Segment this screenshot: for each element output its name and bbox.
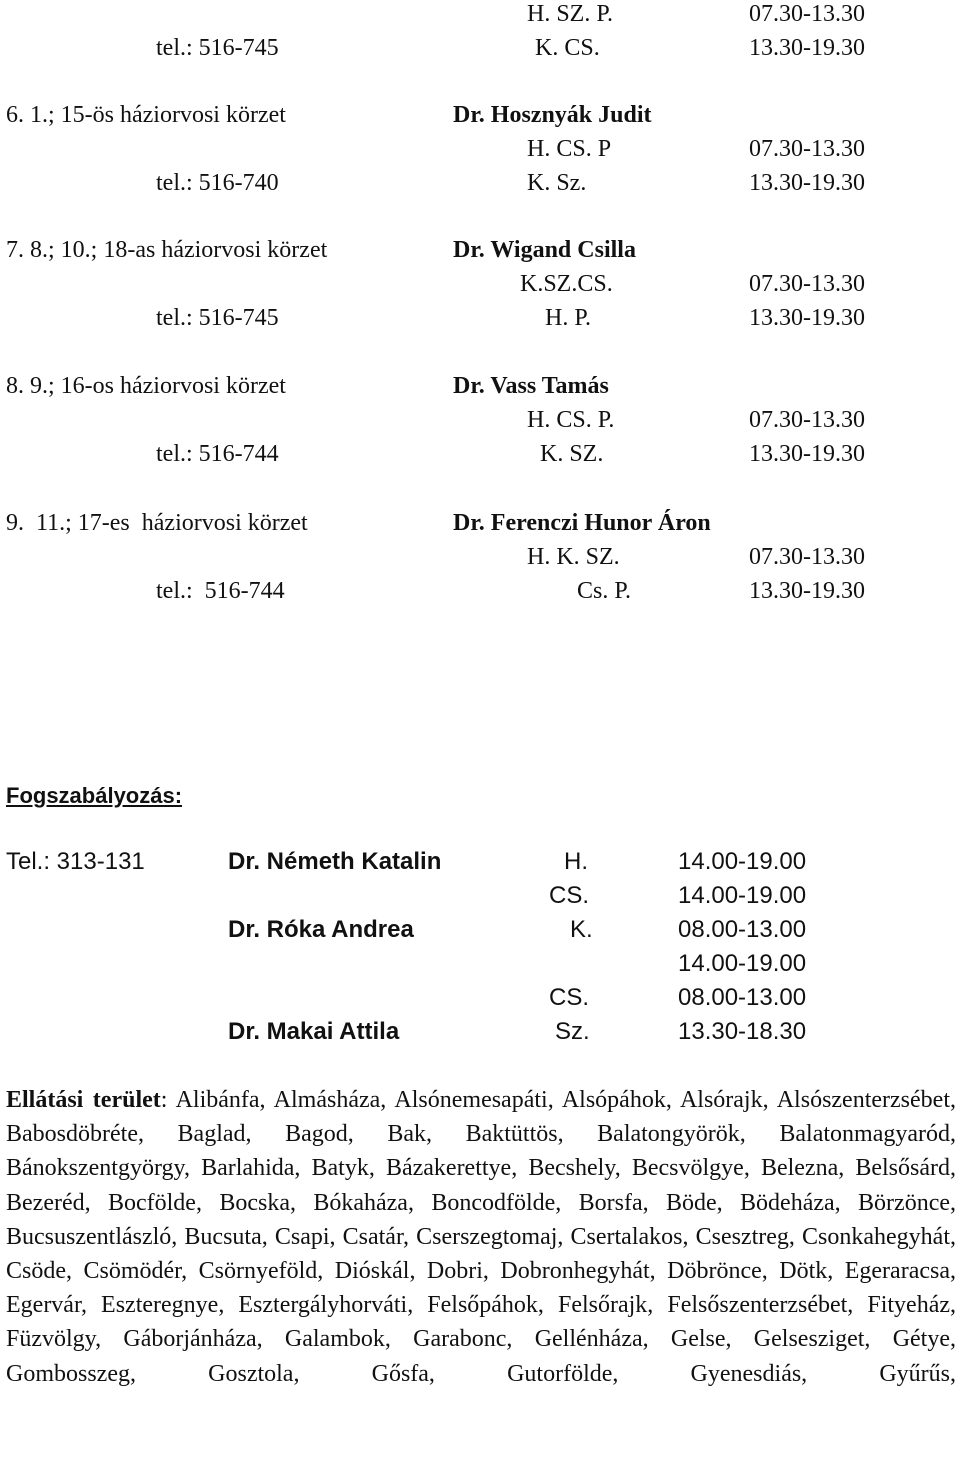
district-1-hours-2: 13.30-19.30: [749, 170, 865, 196]
district-0-days-1: H. SZ. P.: [527, 1, 614, 27]
district-2-hours-2: 13.30-19.30: [749, 305, 865, 331]
district-4-title: 9. 11.; 17-es háziorvosi körzet: [6, 510, 308, 536]
dental-doctor-2-hours-3: 08.00-13.00: [678, 984, 807, 1011]
district-0-days-2: K. CS.: [535, 35, 600, 61]
service-area-text: : Alibánfa, Almásháza, Alsónemesapáti, Alsópáhok, Alsórajk, Alsószenterzsébet, Babosdöbréte, Baglad, Bagod, Bak, Baktüttös, Balatongyörök, Balatonmagyaród, Bánokszentgyörgy, Barlahida, Batyk, Bázakerettye, Becshely, Becsvölgye, Belezna, Belsősárd, Bezeréd, Bocfölde, Bocska, Bókaháza, Boncodfölde, Borsfa, Böde, Bödeháza, Börzönce, Bucsuszentlászló, Bucsuta, Csapi, Csatár, Cserszegtomaj, Csertalakos, Csesztreg, Csonkahegyhát, Csöde, Csömödér, Csörnyeföld, Dióskál, Dobri, Dobronhegyhát, Döbrönce, Dötk, Egeraracsa, Egervár, Eszteregnye, Esztergályhorváti, Felsőpáhok, Felsőrajk, Felsőszenterzsébet, Fityeház, Füzvölgy, Gáborjánháza, Galambok, Garabonc, Gellénháza, Gelse, Gelsesziget, Gétye, Gombosszeg, Gosztola, Gősfa, Gutorfölde, Gyenesdiás, Gyűrűs,: [6, 1087, 956, 1387]
district-1-days-1: H. CS. P: [527, 136, 612, 162]
district-3-days-2: K. SZ.: [540, 441, 604, 467]
dental-doctor-2-hours-2: 14.00-19.00: [678, 950, 807, 977]
district-1-title: 6. 1.; 15-ös háziorvosi körzet: [6, 102, 286, 128]
service-area-paragraph: [6, 1083, 956, 1391]
district-2-days-2: H. P.: [545, 305, 592, 331]
district-4-phone: tel.: 516-744: [156, 578, 285, 604]
district-4-doctor: Dr. Ferenczi Hunor Áron: [453, 510, 711, 536]
district-1-doctor: Dr. Hosznyák Judit: [453, 102, 652, 128]
service-area-label: Ellátási terület: [6, 1087, 161, 1113]
dental-doctor-1-hours-2: 14.00-19.00: [678, 882, 807, 909]
district-3-days-1: H. CS. P.: [527, 407, 615, 433]
district-1-days-2: K. Sz.: [527, 170, 587, 196]
district-0-hours-1: 07.30-13.30: [749, 1, 865, 27]
district-4-hours-1: 07.30-13.30: [749, 544, 865, 570]
district-3-hours-1: 07.30-13.30: [749, 407, 865, 433]
district-2-doctor: Dr. Wigand Csilla: [453, 237, 636, 263]
dental-doctor-2-name: Dr. Róka Andrea: [228, 916, 414, 943]
dental-doctor-3-hours-1: 13.30-18.30: [678, 1018, 807, 1045]
district-2-hours-1: 07.30-13.30: [749, 271, 865, 297]
district-0-phone: tel.: 516-745: [156, 35, 279, 61]
dental-doctor-2-day-1: K.: [570, 916, 593, 943]
dental-doctor-1-hours-1: 14.00-19.00: [678, 848, 807, 875]
district-3-doctor: Dr. Vass Tamás: [453, 373, 609, 399]
dental-heading: Fogszabályozás:: [6, 783, 183, 808]
dental-doctor-1-day-2: CS.: [549, 882, 590, 909]
district-3-hours-2: 13.30-19.30: [749, 441, 865, 467]
district-3-title: 8. 9.; 16-os háziorvosi körzet: [6, 373, 286, 399]
district-4-days-2: Cs. P.: [577, 578, 632, 604]
dental-doctor-1-day-1: H.: [564, 848, 588, 875]
district-4-hours-2: 13.30-19.30: [749, 578, 865, 604]
district-2-title: 7. 8.; 10.; 18-as háziorvosi körzet: [6, 237, 328, 263]
district-1-phone: tel.: 516-740: [156, 170, 279, 196]
dental-doctor-3-day-1: Sz.: [555, 1018, 590, 1045]
district-0-hours-2: 13.30-19.30: [749, 35, 865, 61]
district-1-hours-1: 07.30-13.30: [749, 136, 865, 162]
district-2-phone: tel.: 516-745: [156, 305, 279, 331]
dental-doctor-3-name: Dr. Makai Attila: [228, 1018, 400, 1045]
district-3-phone: tel.: 516-744: [156, 441, 279, 467]
dental-phone: Tel.: 313-131: [6, 848, 145, 875]
dental-doctor-1-name: Dr. Németh Katalin: [228, 848, 442, 875]
dental-doctor-2-day-3: CS.: [549, 984, 590, 1011]
dental-doctor-2-hours-1: 08.00-13.00: [678, 916, 807, 943]
district-4-days-1: H. K. SZ.: [527, 544, 620, 570]
district-2-days-1: K.SZ.CS.: [520, 271, 613, 297]
